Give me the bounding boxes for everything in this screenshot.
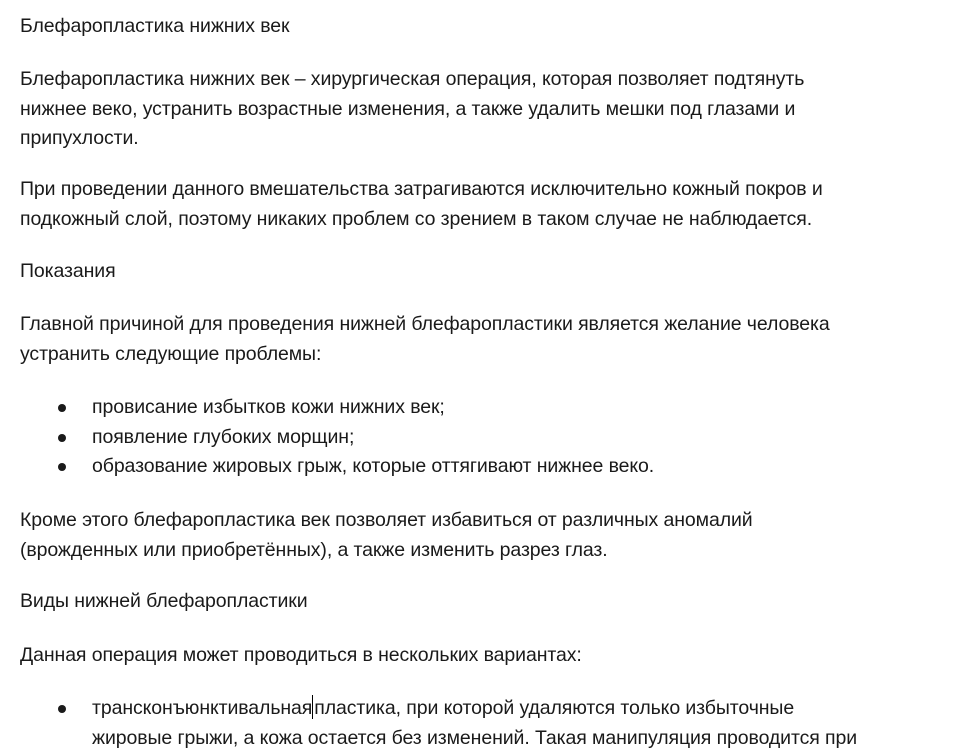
list-item-text-rest: пластика, при которой удаляются только избыточные <box>314 697 795 719</box>
extra-line: Кроме этого блефаропластика век позволяет избавиться от различных аномалий <box>20 509 753 531</box>
bullet-icon <box>58 434 66 442</box>
document-title <box>20 12 970 42</box>
indications-line: Главной причиной для проведения нижней блефаропластики является желание человека <box>20 313 830 335</box>
types-heading-text: Виды нижней блефаропластики <box>20 590 308 612</box>
indications-heading-text: Показания <box>20 260 116 282</box>
extra-paragraph <box>20 506 970 565</box>
types-intro-paragraph <box>20 641 970 671</box>
list-item-text: появление глубоких морщин; <box>92 425 355 448</box>
list-item <box>0 452 979 482</box>
indications-heading <box>20 257 970 287</box>
bullet-icon <box>58 404 66 412</box>
list-item-text: образование жировых грыж, которые оттягивают нижнее веко. <box>92 455 655 477</box>
list-item-continuation <box>0 724 979 754</box>
types-heading <box>20 587 970 617</box>
list-item-text-start: трансконъюнктивальная <box>92 697 313 719</box>
intro-line: нижнее веко, устранить возрастные изменения, а также удалить мешки под глазами и <box>20 97 796 120</box>
list-item-text: жировые грыжи, а кожа остается без изменений. Такая манипуляция проводится при <box>92 726 858 749</box>
scope-paragraph <box>20 175 970 234</box>
problems-list <box>0 393 979 482</box>
title-text: Блефаропластика нижних век <box>20 15 290 37</box>
bullet-icon <box>58 463 66 471</box>
scope-line: При проведении данного вмешательства затрагиваются исключительно кожный покров и <box>20 178 823 200</box>
intro-line: припухлости. <box>20 127 139 149</box>
types-intro-text: Данная операция может проводиться в нескольких вариантах: <box>20 644 582 666</box>
types-list <box>0 694 979 753</box>
intro-paragraph <box>20 65 970 154</box>
bullet-icon <box>58 705 66 713</box>
list-item-text[interactable] <box>92 694 794 724</box>
indications-paragraph <box>20 310 970 369</box>
list-item <box>0 694 979 724</box>
list-item <box>0 423 979 453</box>
list-item <box>0 393 979 423</box>
list-item-text: провисание избытков кожи нижних век; <box>92 396 445 418</box>
intro-line: Блефаропластика нижних век – хирургическая операция, которая позволяет подтянуть <box>20 68 805 90</box>
indications-line: устранить следующие проблемы: <box>20 342 322 365</box>
extra-line: (врожденных или приобретённых), а также изменить разрез глаз. <box>20 538 608 561</box>
scope-line: подкожный слой, поэтому никаких проблем со зрением в таком случае не наблюдается. <box>20 207 813 230</box>
